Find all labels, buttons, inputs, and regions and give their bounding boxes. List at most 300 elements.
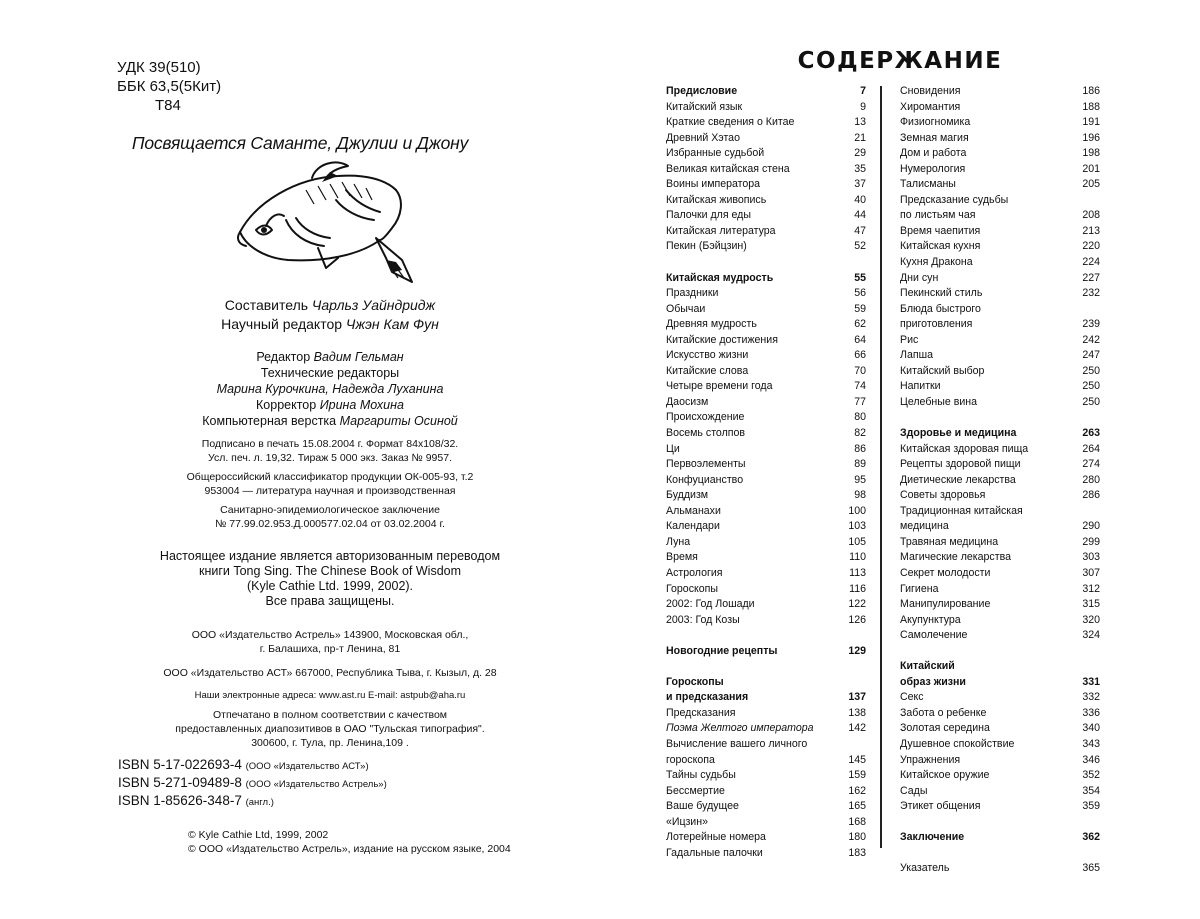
toc-entry-title: Древняя мудрость	[666, 318, 757, 331]
toc-page-number: 359	[1082, 800, 1100, 813]
toc-entry[interactable]	[900, 597, 1100, 613]
toc-entry[interactable]	[666, 504, 866, 520]
toc-entry-title: Пекин (Бэйцзин)	[666, 240, 747, 253]
toc-page-number: 89	[854, 458, 866, 471]
toc-page-number: 35	[854, 162, 866, 175]
toc-entry[interactable]	[900, 861, 1100, 877]
toc-page-number: 232	[1082, 287, 1100, 300]
isbn-publisher: (ООО «Издательство АСТ»)	[245, 761, 369, 772]
toc-entry[interactable]	[666, 830, 866, 846]
toc-entry[interactable]	[900, 753, 1100, 769]
toc-entry[interactable]	[666, 597, 866, 613]
toc-entry[interactable]	[900, 628, 1100, 644]
bbk-code: ББК 63,5(5Кит)	[117, 78, 222, 95]
toc-entry-title: Китайская здоровая пища	[900, 442, 1029, 455]
compiler-name: Чарльз Уайндридж	[311, 297, 436, 313]
isbn-number: ISBN 5-271-09489-8	[118, 775, 242, 790]
right-page	[600, 0, 1200, 919]
toc-entry-title: Буддизм	[666, 489, 709, 502]
isbn-publisher: (ООО «Издательство Астрель»)	[245, 779, 387, 790]
toc-spacer	[666, 659, 866, 675]
credits-staff	[110, 349, 550, 429]
toc-entry-title: Избранные судьбой	[666, 147, 765, 160]
toc-entry-title: Ваше будущее	[666, 800, 739, 813]
toc-page-number: 137	[848, 691, 866, 704]
classifier-info	[110, 470, 550, 498]
toc-entry[interactable]	[666, 348, 866, 364]
toc-entry[interactable]	[666, 535, 866, 551]
toc-entry[interactable]	[666, 115, 866, 131]
toc-entry-title: Манипулирование	[900, 598, 991, 611]
toc-section[interactable]	[900, 426, 1100, 442]
translation-notice	[110, 549, 550, 609]
toc-entry-title: Искусство жизни	[666, 349, 749, 362]
toc-entry-title: Время чаепития	[900, 224, 981, 237]
toc-entry-title: Нумерология	[900, 162, 966, 175]
toc-entry[interactable]	[666, 333, 866, 349]
toc-entry[interactable]	[666, 488, 866, 504]
toc-page-number: 336	[1082, 706, 1100, 719]
toc-entry[interactable]	[900, 706, 1100, 722]
toc-entry[interactable]	[900, 488, 1100, 504]
toc-entry[interactable]	[900, 519, 1100, 535]
toc-page-number: 80	[854, 411, 866, 424]
isbn-block	[118, 757, 387, 811]
toc-entry[interactable]	[900, 504, 1100, 520]
toc-entry-title: Китайские слова	[666, 364, 749, 377]
toc-entry[interactable]	[900, 100, 1100, 116]
toc-entry-title: Календари	[666, 520, 720, 533]
toc-page-number: 138	[848, 706, 866, 719]
toc-page-number: 70	[854, 364, 866, 377]
toc-entry[interactable]	[900, 333, 1100, 349]
toc-entry[interactable]	[900, 395, 1100, 411]
toc-entry-title: Китайская кухня	[900, 240, 981, 253]
isbn-number: ISBN 1-85626-348-7	[118, 793, 242, 808]
isbn-line	[118, 793, 387, 811]
toc-entry-title: Диетические лекарства	[900, 473, 1016, 486]
toc-entry-title: Секс	[900, 691, 924, 704]
sci-editor-line	[110, 315, 550, 334]
sci-editor-label: Научный редактор	[221, 316, 343, 332]
toc-entry[interactable]	[666, 737, 866, 753]
toc-entry-title: Китайский язык	[666, 100, 743, 113]
toc-entry[interactable]	[666, 239, 866, 255]
author-mark: Т84	[155, 97, 181, 114]
toc-entry-title: Земная магия	[900, 131, 969, 144]
toc-page-number: 95	[854, 473, 866, 486]
sanitary-line: Санитарно-эпидемиологическое заключение	[220, 504, 440, 516]
toc-entry-title: Здоровье и медицина	[900, 427, 1017, 440]
toc-entry[interactable]	[666, 519, 866, 535]
toc-entry-title: Китайская литература	[666, 224, 776, 237]
toc-page-number: 62	[854, 318, 866, 331]
toc-entry[interactable]	[666, 302, 866, 318]
toc-entry-title: образ жизни	[900, 675, 966, 688]
toc-page-number: 362	[1082, 831, 1100, 844]
toc-page-number: 250	[1082, 380, 1100, 393]
toc-entry-title: Этикет общения	[900, 800, 981, 813]
toc-entry[interactable]	[900, 317, 1100, 333]
toc-page-number: 286	[1082, 489, 1100, 502]
toc-page-number: 307	[1082, 566, 1100, 579]
toc-entry[interactable]	[666, 442, 866, 458]
toc-entry[interactable]	[666, 706, 866, 722]
toc-page-number: 145	[848, 753, 866, 766]
layout-name: Маргариты Осиной	[339, 414, 458, 428]
credits-main	[110, 296, 550, 334]
toc-entry[interactable]	[666, 768, 866, 784]
toc-entry[interactable]	[900, 286, 1100, 302]
print-info	[110, 437, 550, 465]
toc-entry-title: Древний Хэтао	[666, 131, 740, 144]
toc-entry[interactable]	[900, 239, 1100, 255]
toc-column-right	[900, 84, 1100, 877]
toc-entry[interactable]	[900, 302, 1100, 318]
toc-entry[interactable]	[900, 457, 1100, 473]
toc-entry-title: Предсказания	[666, 706, 736, 719]
toc-entry[interactable]	[666, 395, 866, 411]
toc-entry[interactable]	[900, 224, 1100, 240]
publisher-line: ООО «Издательство Астрель» 143900, Московская обл.,	[191, 629, 469, 641]
toc-entry[interactable]	[666, 162, 866, 178]
toc-page-number: 264	[1082, 442, 1100, 455]
toc-entry[interactable]	[666, 426, 866, 442]
toc-page-number: 126	[848, 613, 866, 626]
toc-section[interactable]	[900, 659, 1100, 675]
toc-entry[interactable]	[666, 224, 866, 240]
toc-entry-title: Блюда быстрого	[900, 302, 981, 315]
toc-page-number: 13	[854, 116, 866, 129]
toc-entry[interactable]	[900, 208, 1100, 224]
toc-page-number: 129	[848, 644, 866, 657]
toc-entry[interactable]	[900, 566, 1100, 582]
toc-entry-title: Великая китайская стена	[666, 162, 790, 175]
notice-line: Настоящее издание является авторизованным переводом	[159, 549, 501, 563]
toc-page-number: 110	[849, 551, 866, 564]
compiler-label: Составитель	[224, 297, 309, 313]
toc-entry-title: Лапша	[900, 349, 933, 362]
toc-section[interactable]	[666, 271, 866, 287]
toc-section[interactable]	[666, 675, 866, 691]
toc-entry-title: Акупунктура	[900, 613, 961, 626]
toc-entry-title: Напитки	[900, 380, 941, 393]
toc-entry-title: и предсказания	[666, 691, 749, 704]
toc-entry[interactable]	[666, 379, 866, 395]
toc-page-number: 162	[848, 784, 866, 797]
toc-divider	[880, 86, 882, 848]
toc-entry-title: Гадальные палочки	[666, 846, 763, 859]
toc-entry-title: Воины императора	[666, 178, 761, 191]
toc-page-number: 201	[1082, 162, 1100, 175]
toc-entry[interactable]	[900, 271, 1100, 287]
toc-page-number: 343	[1082, 737, 1100, 750]
editor-name: Вадим Гельман	[313, 350, 404, 364]
toc-spacer	[666, 255, 866, 271]
toc-entry[interactable]	[666, 317, 866, 333]
toc-entry-title: Дом и работа	[900, 147, 967, 160]
toc-spacer	[900, 846, 1100, 862]
toc-entry-title: Душевное спокойствие	[900, 737, 1015, 750]
toc-page-number: 56	[854, 287, 866, 300]
toc-page-number: 55	[854, 271, 866, 284]
toc-page-number: 365	[1082, 862, 1100, 875]
toc-page-number: 312	[1082, 582, 1100, 595]
toc-spacer	[900, 815, 1100, 831]
corrector-name: Ирина Мохина	[319, 398, 404, 412]
toc-entry-title: Указатель	[900, 862, 950, 875]
toc-page-number: 98	[854, 489, 866, 502]
printed-line: Отпечатано в полном соответствии с качеством	[212, 709, 448, 721]
toc-entry[interactable]	[900, 721, 1100, 737]
notice-line: Все права защищены.	[265, 594, 395, 608]
toc-entry[interactable]	[666, 815, 866, 831]
toc-entry-title: Краткие сведения о Китае	[666, 116, 795, 129]
toc-entry-title: Тайны судьбы	[666, 769, 736, 782]
toc-entry[interactable]	[900, 535, 1100, 551]
toc-page-number: 47	[854, 224, 866, 237]
sci-editor-name: Чжэн Кам Фун	[345, 316, 439, 332]
toc-entry[interactable]	[666, 193, 866, 209]
toc-entry-title: Поэма Желтого императора	[666, 722, 814, 735]
toc-page-number: 263	[1082, 427, 1100, 440]
toc-entry-title: Самолечение	[900, 629, 968, 642]
toc-entry-title: Гороскопы	[666, 675, 724, 688]
toc-entry[interactable]	[666, 410, 866, 426]
toc-page-number: 29	[854, 147, 866, 160]
toc-entry-title: Лотерейные номера	[666, 831, 766, 844]
toc-entry-title: 2003: Год Козы	[666, 613, 740, 626]
toc-page-number: 354	[1082, 784, 1100, 797]
toc-entry-title: 2002: Год Лошади	[666, 598, 755, 611]
toc-page-number: 74	[854, 380, 866, 393]
toc-entry[interactable]	[666, 286, 866, 302]
toc-entry-title: Вычисление вашего личного	[666, 737, 808, 750]
toc-entry-title: Хиромантия	[900, 100, 961, 113]
toc-entry-title: Сновидения	[900, 85, 961, 97]
print-line: Подписано в печать 15.08.2004 г. Формат 84х108/32.	[201, 438, 459, 450]
toc-entry-title: Палочки для еды	[666, 209, 751, 222]
toc-page-number: 59	[854, 302, 866, 315]
toc-page-number: 250	[1082, 364, 1100, 377]
toc-entry[interactable]	[666, 753, 866, 769]
toc-page-number: 324	[1082, 629, 1100, 642]
toc-entry[interactable]	[900, 613, 1100, 629]
toc-entry-title: Китайское оружие	[900, 769, 990, 782]
toc-entry[interactable]	[666, 566, 866, 582]
sanitary-line: № 77.99.02.953.Д.000577.02.04 от 03.02.2004 г.	[215, 518, 445, 530]
toc-section[interactable]	[900, 830, 1100, 846]
toc-entry-title: Праздники	[666, 287, 719, 300]
toc-section[interactable]	[666, 84, 866, 100]
toc-page-number: 274	[1082, 458, 1100, 471]
toc-entry-title: Китайские достижения	[666, 333, 778, 346]
toc-page-number: 168	[848, 815, 866, 828]
toc-entry[interactable]	[900, 442, 1100, 458]
toc-title: СОДЕРЖАНИЕ	[797, 48, 1003, 74]
publisher-ast: ООО «Издательство АСТ» 667000, Республика Тыва, г. Кызыл, д. 28	[163, 667, 497, 679]
toc-entry[interactable]	[900, 690, 1100, 706]
toc-spacer	[666, 628, 866, 644]
toc-page-number: 183	[848, 846, 866, 859]
toc-page-number: 242	[1082, 333, 1100, 346]
classification-codes	[117, 58, 221, 115]
toc-entry-title: Первоэлементы	[666, 458, 746, 471]
layout-label: Компьютерная верстка	[202, 414, 337, 428]
toc-entry-title: приготовления	[900, 318, 973, 331]
toc-entry-title: Китайская живопись	[666, 193, 767, 206]
toc-entry[interactable]	[900, 177, 1100, 193]
toc-entry-title: Конфуцианство	[666, 473, 744, 486]
toc-page-number: 299	[1082, 535, 1100, 548]
toc-page-number: 188	[1082, 100, 1100, 113]
toc-entry[interactable]	[666, 846, 866, 862]
toc-entry[interactable]	[666, 177, 866, 193]
toc-entry-title: Астрология	[666, 566, 723, 579]
isbn-line	[118, 757, 387, 775]
toc-entry[interactable]	[666, 721, 866, 737]
toc-entry[interactable]	[900, 737, 1100, 753]
toc-entry[interactable]	[900, 473, 1100, 489]
toc-page-number: 44	[854, 209, 866, 222]
toc-page-number: 180	[848, 831, 866, 844]
email-addresses: Наши электронные адреса: www.ast.ru E-mail: astpub@aha.ru	[194, 690, 466, 701]
toc-entry[interactable]	[900, 379, 1100, 395]
toc-spacer	[900, 644, 1100, 660]
toc-page-number: 213	[1082, 224, 1100, 237]
print-line: Усл. печ. л. 19,32. Тираж 5 000 экз. Заказ № 9957.	[208, 452, 452, 464]
toc-page-number: 303	[1082, 551, 1100, 564]
toc-page-number: 159	[848, 769, 866, 782]
toc-entry-title: Заключение	[900, 831, 965, 844]
toc-entry[interactable]	[666, 100, 866, 116]
isbn-number: ISBN 5-17-022693-4	[118, 757, 242, 772]
toc-section[interactable]	[666, 644, 866, 660]
toc-entry[interactable]	[666, 457, 866, 473]
toc-entry-title: Дни сун	[900, 271, 939, 284]
toc-entry-title: Ци	[666, 442, 680, 455]
toc-entry-title: Традиционная китайская	[900, 504, 1023, 517]
toc-entry[interactable]	[666, 799, 866, 815]
toc-entry-title: Четыре времени года	[666, 380, 773, 393]
toc-entry-title: Китайский	[900, 660, 955, 673]
toc-page-number: 352	[1082, 769, 1100, 782]
toc-entry[interactable]	[900, 364, 1100, 380]
toc-entry[interactable]	[666, 473, 866, 489]
toc-page-number: 77	[854, 395, 866, 408]
toc-entry-title: Физиогномика	[900, 116, 971, 129]
tech-editors-label: Технические редакторы	[260, 366, 400, 380]
toc-page-number: 122	[848, 598, 866, 611]
toc-page-number: 205	[1082, 178, 1100, 191]
toc-column-left	[666, 84, 866, 861]
toc-entry-title: Кухня Дракона	[900, 256, 973, 269]
dedication: Посвящается Саманте, Джулии и Джону	[131, 133, 469, 153]
toc-entry-title: Предсказание судьбы	[900, 193, 1009, 206]
toc-entry[interactable]	[666, 582, 866, 598]
toc-page-number: 64	[854, 333, 866, 346]
toc-entry-title: Упражнения	[900, 753, 961, 766]
publisher-astrel	[110, 628, 550, 656]
toc-page-number: 165	[848, 800, 866, 813]
toc-entry[interactable]	[666, 146, 866, 162]
toc-page-number: 105	[848, 535, 866, 548]
toc-entry[interactable]	[666, 613, 866, 629]
toc-entry[interactable]	[900, 799, 1100, 815]
layout-line	[110, 413, 550, 429]
printed-line: предоставленных диапозитивов в ОАО "Тульская типография".	[175, 723, 485, 735]
toc-entry-title: Время	[666, 551, 698, 564]
toc-entry-title: Талисманы	[900, 178, 956, 191]
toc-page-number: 7	[860, 85, 866, 97]
toc-page-number: 103	[848, 520, 866, 533]
toc-entry-title: Даосизм	[666, 395, 709, 408]
toc-page-number: 346	[1082, 753, 1100, 766]
toc-entry[interactable]	[900, 131, 1100, 147]
toc-entry[interactable]	[666, 364, 866, 380]
editor-label: Редактор	[256, 350, 311, 364]
toc-entry-title: Гороскопы	[666, 582, 718, 595]
toc-entry[interactable]	[900, 146, 1100, 162]
toc-entry[interactable]	[900, 784, 1100, 800]
toc-entry[interactable]	[666, 131, 866, 147]
toc-entry-title: по листьям чая	[900, 209, 976, 222]
toc-entry[interactable]	[900, 582, 1100, 598]
toc-entry[interactable]	[900, 162, 1100, 178]
toc-page-number: 247	[1082, 349, 1100, 362]
toc-entry-title: Травяная медицина	[900, 535, 999, 548]
toc-entry-title: Предисловие	[666, 85, 738, 97]
toc-entry-title: Новогодние рецепты	[666, 644, 778, 657]
compiler-line	[110, 296, 550, 315]
tech-editors-names: Марина Курочкина, Надежда Луханина	[216, 382, 444, 396]
toc-entry-title: Пекинский стиль	[900, 287, 983, 300]
toc-page-number: 320	[1082, 613, 1100, 626]
toc-page-number: 113	[849, 566, 866, 579]
copyright-block	[188, 828, 511, 856]
toc-entry[interactable]	[900, 84, 1100, 100]
printing-house	[110, 708, 550, 750]
toc-page-number: 82	[854, 427, 866, 440]
udk-code: УДК 39(510)	[117, 59, 201, 76]
toc-entry-title: Секрет молодости	[900, 566, 991, 579]
toc-page-number: 227	[1082, 271, 1100, 284]
toc-entry[interactable]	[900, 255, 1100, 271]
toc-entry[interactable]	[900, 193, 1100, 209]
toc-page-number: 315	[1082, 598, 1100, 611]
toc-section[interactable]	[900, 675, 1100, 691]
toc-entry[interactable]	[900, 550, 1100, 566]
toc-entry[interactable]	[900, 115, 1100, 131]
toc-section[interactable]	[666, 690, 866, 706]
copyright-line: © ООО «Издательство Астрель», издание на русском языке, 2004	[188, 843, 511, 855]
toc-page-number: 86	[854, 442, 866, 455]
toc-page-number: 250	[1082, 395, 1100, 408]
toc-entry[interactable]	[900, 768, 1100, 784]
toc-entry-title: Альманахи	[666, 504, 721, 517]
toc-page-number: 208	[1082, 209, 1100, 222]
toc-entry-title: Рис	[900, 333, 919, 346]
toc-page-number: 290	[1082, 520, 1100, 533]
publisher-line: г. Балашиха, пр-т Ленина, 81	[259, 643, 401, 655]
toc-page-number: 332	[1082, 691, 1100, 704]
toc-page-number: 9	[860, 100, 866, 113]
toc-entry[interactable]	[666, 784, 866, 800]
toc-entry[interactable]	[666, 550, 866, 566]
toc-page-number: 21	[854, 131, 866, 144]
toc-entry[interactable]	[666, 208, 866, 224]
toc-entry[interactable]	[900, 348, 1100, 364]
